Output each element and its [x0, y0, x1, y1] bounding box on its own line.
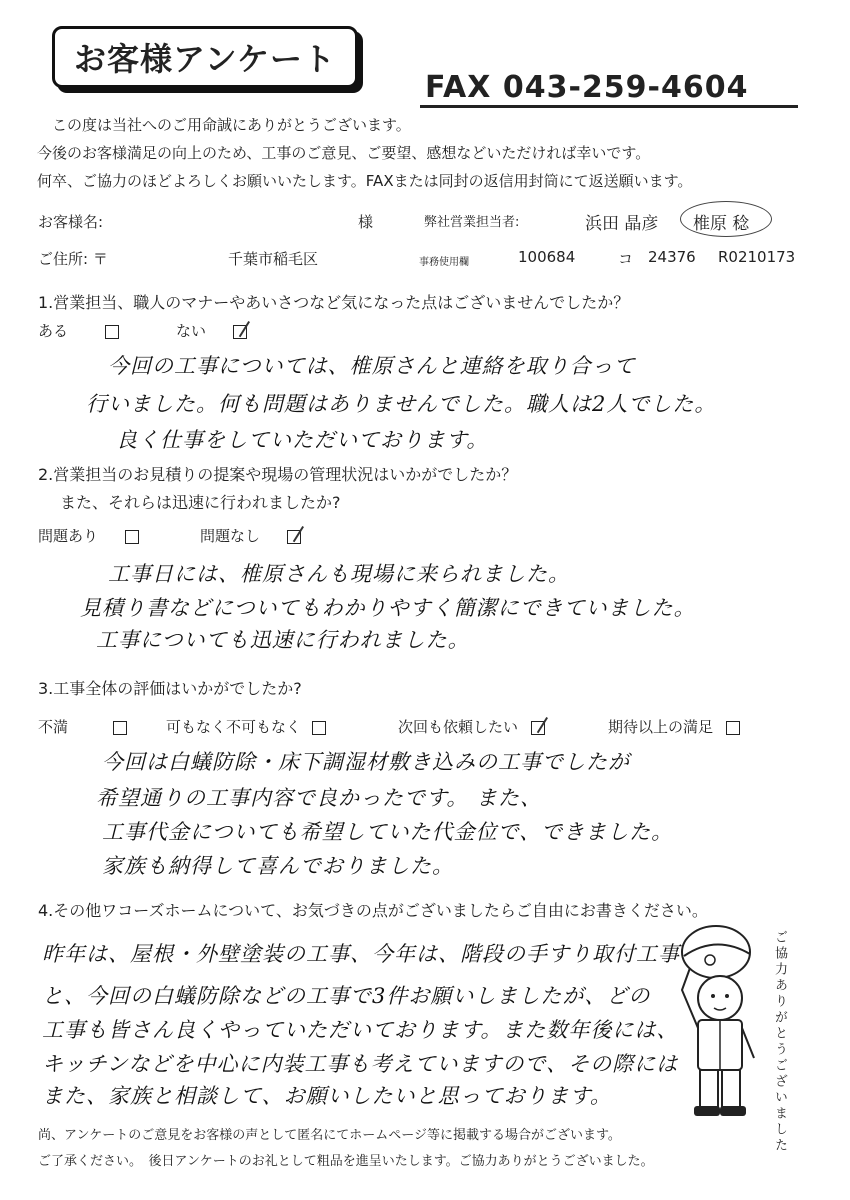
q2-answer-line: 見積り書などについてもわかりやすく簡潔にできていました。 [80, 596, 696, 620]
page-title: お客様アンケート [73, 40, 337, 78]
q3-checkbox-4[interactable] [726, 721, 740, 735]
q3-answer-line: 今回は白蟻防除・床下調湿材敷き込みの工事でしたが [102, 750, 630, 774]
fax-underline [420, 105, 798, 108]
q2-option-no-label: 問題なし [200, 527, 261, 545]
q3-answer-line: 家族も納得して喜んでおりました。 [102, 854, 454, 878]
q2-question-2: また、それらは迅速に行われましたか? [60, 493, 341, 512]
sama-label: 様 [358, 213, 374, 231]
q3-question: 3.工事全体の評価はいかがでしたか? [38, 679, 302, 698]
q4-answer-line: 工事も皆さん良くやっていただいております。また数年後には、 [42, 1018, 679, 1042]
q2-option-no[interactable] [200, 525, 301, 546]
q1-answer-line: 今回の工事については、椎原さんと連絡を取り合って [108, 354, 636, 378]
q3-checkbox-3[interactable] [531, 721, 545, 735]
q2-checkbox-yes[interactable] [125, 530, 139, 544]
q1-checkbox-no[interactable] [233, 325, 247, 339]
worker-illustration [664, 920, 772, 1120]
address-label: ご住所: 〒 [38, 250, 108, 268]
q4-answer-line: と、今回の白蟻防除などの工事で3件お願いしましたが、どの [42, 984, 651, 1008]
q1-option-no-label: ない [176, 322, 207, 340]
q2-answer-line: 工事日には、椎原さんも現場に来られました。 [108, 562, 570, 586]
q4-answer-line: また、家族と相談して、お願いしたいと思っております。 [42, 1084, 612, 1108]
q2-answer-line: 工事についても迅速に行われました。 [96, 628, 470, 652]
office-use-label: 事務使用欄 [419, 257, 469, 268]
q3-option-4-label: 期待以上の満足 [608, 718, 714, 736]
office-code-3: 24376 [648, 248, 696, 266]
address-value: 千葉市稲毛区 [228, 250, 319, 268]
office-code-1: 100684 [518, 248, 576, 266]
title-box [52, 26, 358, 88]
q1-question: 1.営業担当、職人のマナーやあいさつなど気になった点はございませんでしたか？ [38, 293, 630, 312]
q1-answer-line: 行いました。何も問題はありませんでした。職人は2人でした。 [86, 392, 717, 416]
intro-line: この度は当社へのご用命誠にありがとうございます。 [52, 116, 411, 134]
q3-option-4[interactable] [608, 716, 740, 737]
thanks-side-note: ご協力ありがとうございました [772, 930, 787, 1154]
q2-option-yes-label: 問題あり [38, 527, 99, 545]
footer-line: ご了承ください。 後日アンケートのお礼として粗品を進呈いたします。ご協力ありがとうございました。 [38, 1154, 654, 1169]
q1-answer-line: 良く仕事をしていただいております。 [116, 428, 489, 452]
q2-question: 2.営業担当のお見積りの提案や現場の管理状況はいかがでしたか？ [38, 465, 518, 484]
q4-answer-line: 昨年は、屋根・外壁塗装の工事、今年は、階段の手すり取付工事 [42, 942, 680, 966]
q3-option-3[interactable] [398, 716, 545, 737]
q1-option-no[interactable] [176, 320, 247, 341]
q2-option-yes[interactable] [38, 525, 139, 546]
q4-question: 4.その他ワコーズホームについて、お気づきの点がございましたらご自由にお書きください。 [38, 901, 708, 920]
q4-answer-line: キッチンなどを中心に内装工事も考えていますので、その際には [42, 1052, 679, 1076]
q3-option-1-label: 不満 [38, 718, 69, 736]
intro-line: 今後のお客様満足の向上のため、工事のご意見、ご要望、感想などいただければ幸いです。 [37, 144, 651, 162]
office-code-2: コ [618, 250, 634, 268]
q3-option-2[interactable] [166, 716, 326, 737]
customer-name-label: お客様名: [38, 213, 104, 231]
q3-option-3-label: 次回も依頼したい [398, 718, 519, 736]
q3-option-1[interactable] [38, 716, 127, 737]
intro-line: 何卒、ご協力のほどよろしくお願いいたします。FAXまたは同封の返信用封筒にて返送願います。 [37, 172, 693, 190]
q1-checkbox-yes[interactable] [105, 325, 119, 339]
q3-checkbox-1[interactable] [113, 721, 127, 735]
q3-option-2-label: 可もなく不可もなく [166, 718, 302, 736]
q3-checkbox-2[interactable] [312, 721, 326, 735]
staff-label: 弊社営業担当者: [424, 215, 520, 230]
q3-answer-line: 希望通りの工事内容で良かったです。 また、 [96, 786, 542, 810]
office-code-4: R0210173 [718, 248, 796, 266]
footer-line: 尚、アンケートのご意見をお客様の声として匿名にてホームページ等に掲載する場合がございます。 [38, 1128, 621, 1143]
q3-answer-line: 工事代金についても希望していた代金位で、できました。 [102, 820, 674, 844]
staff-name-2: 椎原 稔 [693, 214, 750, 234]
q1-option-yes[interactable] [38, 320, 119, 341]
q2-checkbox-no[interactable] [287, 530, 301, 544]
staff-name-1: 浜田 晶彦 [585, 214, 659, 234]
q1-option-yes-label: ある [38, 322, 69, 340]
fax-number: FAX 043-259-4604 [425, 70, 749, 105]
